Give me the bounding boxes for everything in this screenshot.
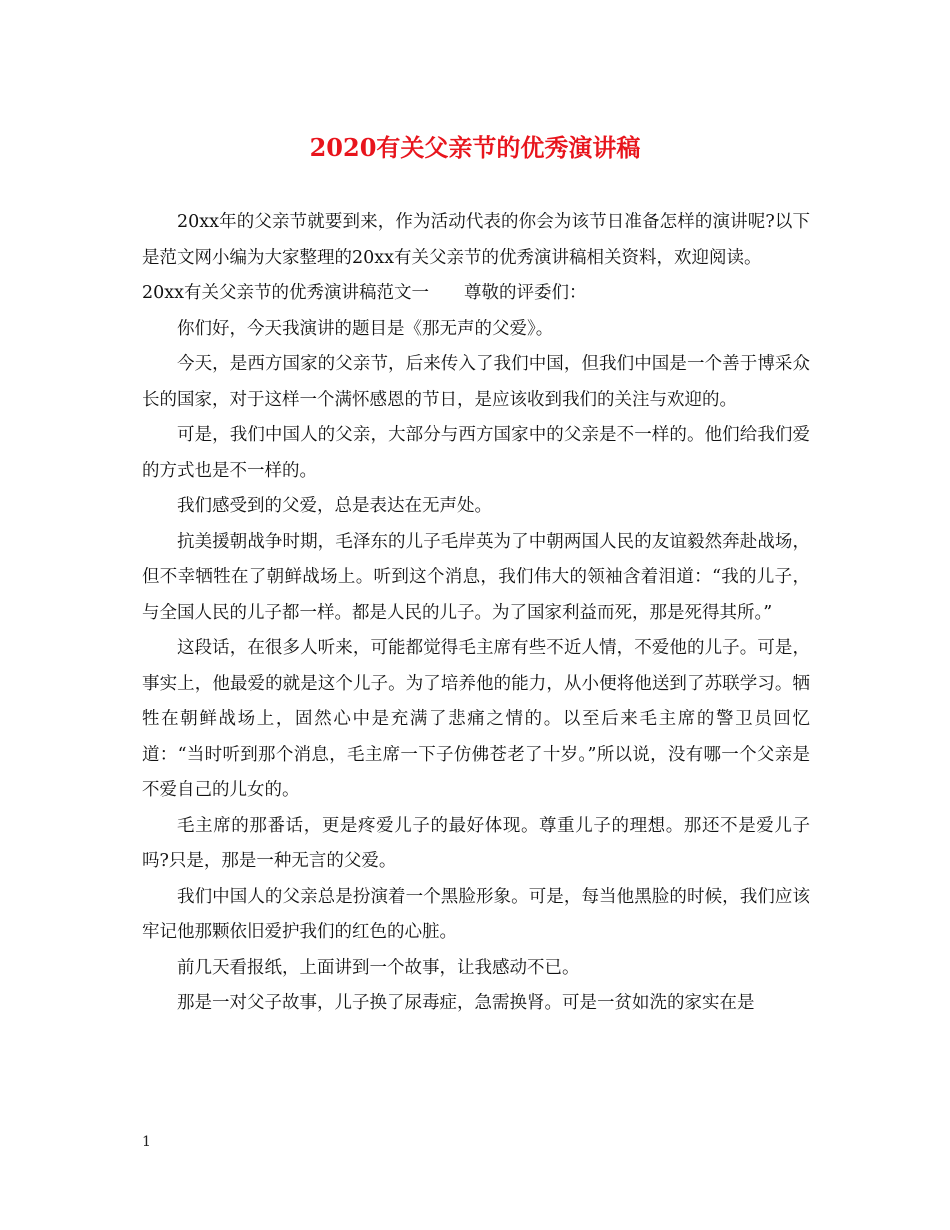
paragraph: 那是一对父子故事，儿子换了尿毒症，急需换肾。可是一贫如洗的家实在是 [177,993,755,1013]
paragraph: 毛主席的那番话，更是疼爱儿子的最好体现。尊重儿子的理想。那还不是爱儿子吗?只是，那是一种无言的父爱。 [142,815,810,871]
page-number: 1 [142,1134,151,1150]
paragraph: 我们感受到的父爱，总是表达在无声处。 [177,496,492,516]
paragraph-heading: 20xx有关父亲节的优秀演讲稿范文一 尊敬的评委们： [142,283,587,303]
paragraph: 我们中国人的父亲总是扮演着一个黑脸形象。可是，每当他黑脸的时候，我们应该牢记他那颗依旧爱护我们的红色的心脏。 [142,886,810,942]
document-body [142,205,810,1022]
paragraph: 你们好，今天我演讲的题目是《那无声的父爱》。 [177,318,554,339]
paragraph: 抗美援朝战争时期，毛泽东的儿子毛岸英为了中朝两国人民的友谊毅然奔赴战场，但不幸牺牲在了朝鲜战场上。听到这个消息，我们伟大的领袖含着泪道：“我的儿子，与全国人民的儿子都一样。都是人民的儿子。为了国家利益而死，那是死得其所。” [142,531,810,623]
paragraph: 可是，我们中国人的父亲，大部分与西方国家中的父亲是不一样的。他们给我们爱的方式也是不一样的。 [142,425,810,481]
paragraph-intro: 20xx年的父亲节就要到来，作为活动代表的你会为该节日准备怎样的演讲呢?以下是范文网小编为大家整理的20xx有关父亲节的优秀演讲稿相关资料，欢迎阅读。 [142,212,810,268]
paragraph: 这段话，在很多人听来，可能都觉得毛主席有些不近人情，不爱他的儿子。可是，事实上，他最爱的就是这个儿子。为了培养他的能力，从小便将他送到了苏联学习。牺牲在朝鲜战场上，固然心中是充满了悲痛之情的。以至后来毛主席的警卫员回忆道：“当时听到那个消息，毛主席一下子仿佛苍老了十岁。”所以说，没有哪一个父亲是不爱自己的儿女的。 [142,638,810,800]
document-title: 2020有关父亲节的优秀演讲稿 [309,133,641,162]
paragraph: 今天，是西方国家的父亲节，后来传入了我们中国，但我们中国是一个善于博采众长的国家，对于这样一个满怀感恩的节日，是应该收到我们的关注与欢迎的。 [142,354,810,410]
paragraph: 前几天看报纸，上面讲到一个故事，让我感动不已。 [177,957,580,978]
